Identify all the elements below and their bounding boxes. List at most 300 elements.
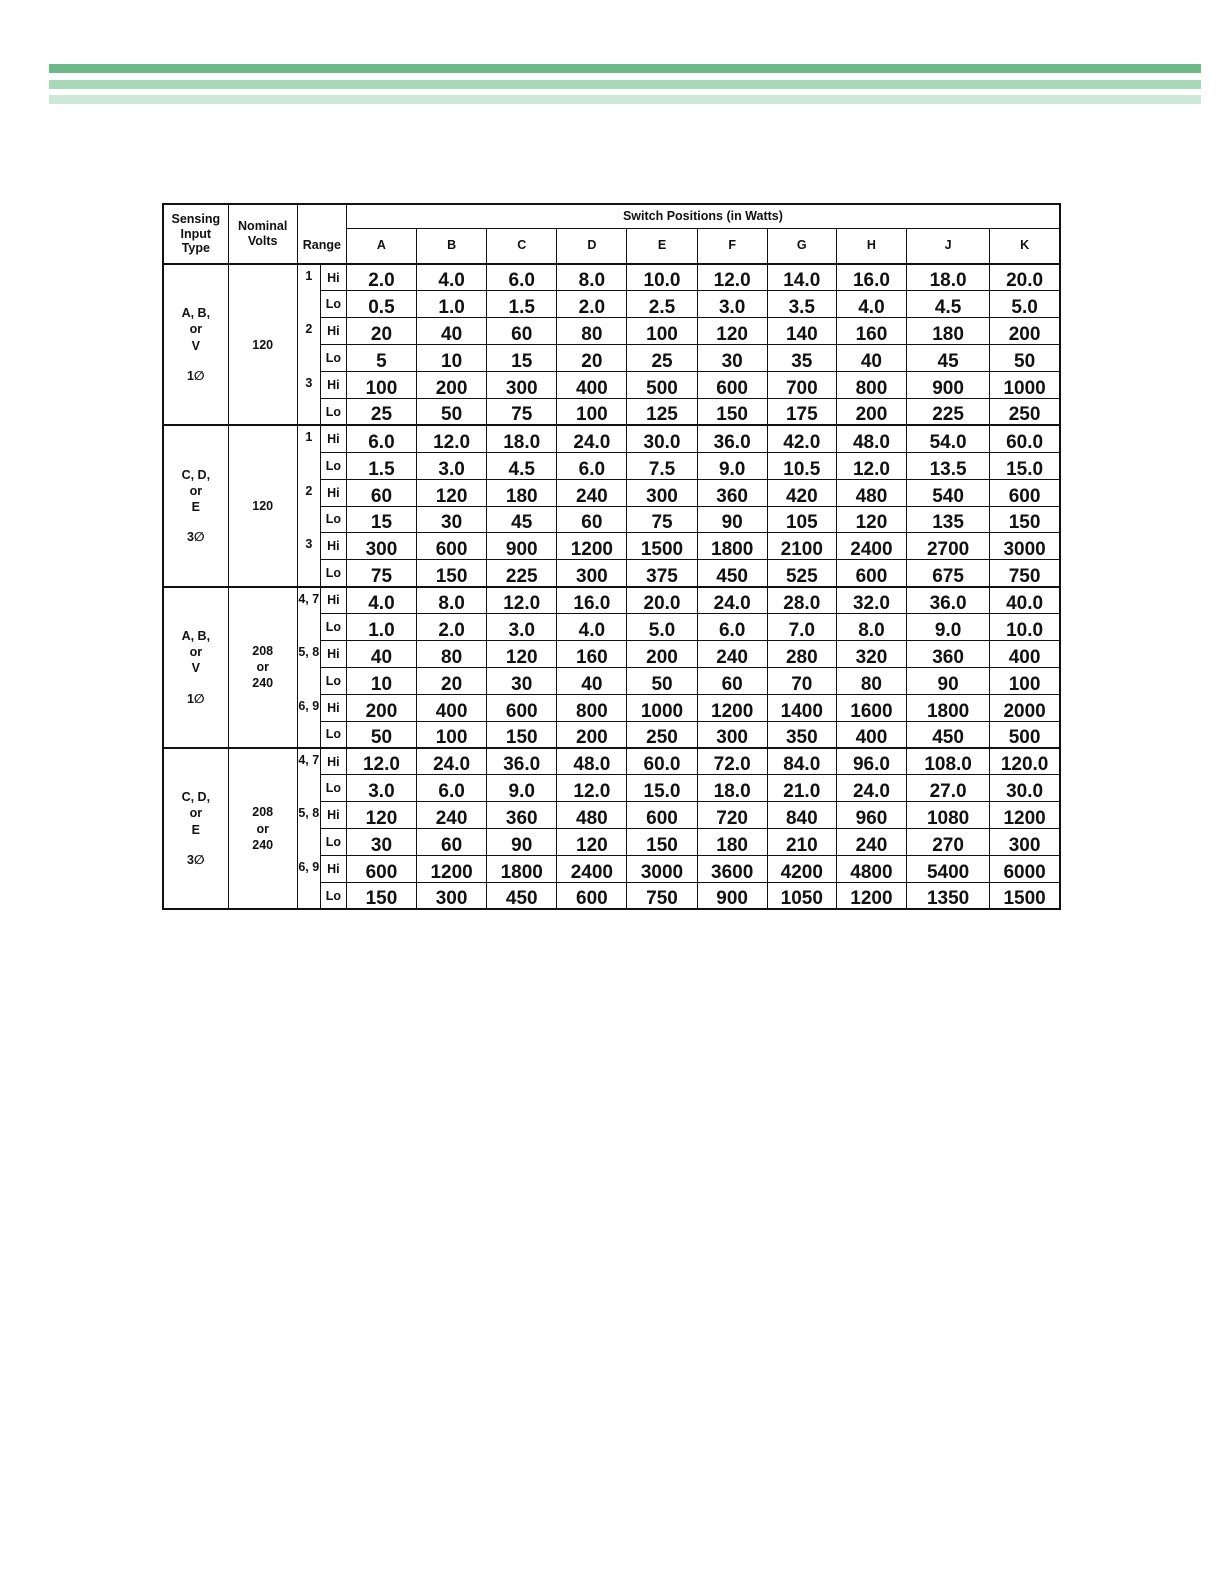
watt-value-cell: 60.0 <box>627 748 697 775</box>
watt-value-cell: 4.0 <box>836 291 906 318</box>
watt-value-cell: 20 <box>417 667 487 694</box>
watt-value-cell: 150 <box>346 882 416 909</box>
watt-value-cell: 400 <box>990 640 1060 667</box>
sensing-type-line: or <box>189 806 203 821</box>
watt-value-cell: 8.0 <box>836 614 906 641</box>
range-hi-label: Hi <box>320 372 346 399</box>
range-lo-label: Lo <box>320 721 346 748</box>
watt-value-cell: 6000 <box>990 856 1060 883</box>
watt-value-cell: 40 <box>836 345 906 372</box>
watt-value-cell: 240 <box>557 479 627 506</box>
range-lo-label: Lo <box>320 775 346 802</box>
watt-value-cell: 4.0 <box>417 264 487 291</box>
watt-value-cell: 80 <box>836 667 906 694</box>
watt-value-cell: 1500 <box>990 882 1060 909</box>
range-number-cell: 6, 9 <box>297 694 320 748</box>
watt-value-cell: 3.0 <box>417 452 487 479</box>
range-number-cell: 3 <box>297 372 320 426</box>
sensing-type-line <box>164 838 228 852</box>
watt-value-cell: 600 <box>836 560 906 587</box>
header-switch-col-k: K <box>990 228 1060 264</box>
watt-value-cell: 1800 <box>697 533 767 560</box>
range-lo-label: Lo <box>320 667 346 694</box>
watt-value-cell: 150 <box>487 721 557 748</box>
watt-value-cell: 500 <box>627 372 697 399</box>
watt-value-cell: 84.0 <box>767 748 836 775</box>
range-hi-label: Hi <box>320 640 346 667</box>
watt-value-cell: 300 <box>990 829 1060 856</box>
watt-value-cell: 200 <box>346 694 416 721</box>
watt-value-cell: 125 <box>627 398 697 425</box>
watt-value-cell: 480 <box>557 802 627 829</box>
watt-value-cell: 40 <box>557 667 627 694</box>
watt-value-cell: 12.0 <box>836 452 906 479</box>
watt-value-cell: 100 <box>417 721 487 748</box>
watt-value-cell: 120 <box>836 506 906 533</box>
header-switch-col-d: D <box>557 228 627 264</box>
sensing-input-type-cell <box>163 264 228 425</box>
watt-value-cell: 105 <box>767 506 836 533</box>
watt-value-cell: 8.0 <box>417 587 487 614</box>
watt-value-cell: 225 <box>907 398 990 425</box>
watt-value-cell: 24.0 <box>417 748 487 775</box>
header-bar-middle <box>49 80 1201 89</box>
watt-value-cell: 7.5 <box>627 452 697 479</box>
watt-value-cell: 900 <box>907 372 990 399</box>
watt-value-cell: 1000 <box>990 372 1060 399</box>
watt-value-cell: 18.0 <box>487 425 557 452</box>
watt-value-cell: 10 <box>346 667 416 694</box>
range-hi-label: Hi <box>320 318 346 345</box>
watt-value-cell: 500 <box>990 721 1060 748</box>
watt-value-cell: 300 <box>697 721 767 748</box>
watt-value-cell: 160 <box>836 318 906 345</box>
table-row <box>163 318 1060 345</box>
table-row <box>163 533 1060 560</box>
watt-value-cell: 90 <box>697 506 767 533</box>
watt-value-cell: 300 <box>346 533 416 560</box>
watt-value-cell: 9.0 <box>697 452 767 479</box>
watt-value-cell: 100 <box>557 398 627 425</box>
watt-value-cell: 400 <box>557 372 627 399</box>
watt-value-cell: 75 <box>346 560 416 587</box>
range-lo-label: Lo <box>320 345 346 372</box>
watt-value-cell: 30.0 <box>990 775 1060 802</box>
watt-value-cell: 140 <box>767 318 836 345</box>
watt-value-cell: 3000 <box>627 856 697 883</box>
watt-value-cell: 200 <box>836 398 906 425</box>
watt-value-cell: 3.5 <box>767 291 836 318</box>
watt-value-cell: 36.0 <box>487 748 557 775</box>
range-number-cell: 5, 8 <box>297 640 320 694</box>
switch-positions-table <box>162 203 1061 910</box>
watt-value-cell: 6.0 <box>346 425 416 452</box>
watt-value-cell: 20 <box>346 318 416 345</box>
range-lo-label: Lo <box>320 452 346 479</box>
range-lo-label: Lo <box>320 829 346 856</box>
watt-value-cell: 3.0 <box>487 614 557 641</box>
watt-value-cell: 15 <box>487 345 557 372</box>
sensing-type-line: 3∅ <box>186 530 205 545</box>
sensing-type-line: 3∅ <box>186 852 205 867</box>
watt-value-cell: 200 <box>557 721 627 748</box>
watt-value-cell: 375 <box>627 560 697 587</box>
watt-value-cell: 600 <box>990 479 1060 506</box>
table-row <box>163 425 1060 452</box>
range-number-cell: 1 <box>297 425 320 479</box>
watt-value-cell: 21.0 <box>767 775 836 802</box>
sensing-type-line <box>164 515 228 529</box>
nominal-volts-line: 240 <box>252 837 274 852</box>
watt-value-cell: 600 <box>487 694 557 721</box>
watt-value-cell: 30 <box>417 506 487 533</box>
watt-value-cell: 48.0 <box>836 425 906 452</box>
watt-value-cell: 2700 <box>907 533 990 560</box>
watt-value-cell: 720 <box>697 802 767 829</box>
watt-value-cell: 45 <box>907 345 990 372</box>
sensing-type-line: C, D, <box>181 790 211 805</box>
watt-value-cell: 210 <box>767 829 836 856</box>
watt-value-cell: 10 <box>417 345 487 372</box>
switch-positions-table-wrap <box>162 203 1061 910</box>
watt-value-cell: 2400 <box>557 856 627 883</box>
watt-value-cell: 2100 <box>767 533 836 560</box>
nominal-volts-line: 120 <box>252 337 274 352</box>
watt-value-cell: 14.0 <box>767 264 836 291</box>
watt-value-cell: 12.0 <box>346 748 416 775</box>
watt-value-cell: 2.0 <box>417 614 487 641</box>
watt-value-cell: 150 <box>417 560 487 587</box>
watt-value-cell: 15.0 <box>627 775 697 802</box>
watt-value-cell: 600 <box>697 372 767 399</box>
range-hi-label: Hi <box>320 425 346 452</box>
watt-value-cell: 3.0 <box>697 291 767 318</box>
watt-value-cell: 900 <box>697 882 767 909</box>
watt-value-cell: 180 <box>907 318 990 345</box>
watt-value-cell: 300 <box>627 479 697 506</box>
nominal-volts-line: 208 <box>252 643 274 658</box>
watt-value-cell: 2400 <box>836 533 906 560</box>
watt-value-cell: 50 <box>346 721 416 748</box>
watt-value-cell: 54.0 <box>907 425 990 452</box>
watt-value-cell: 60.0 <box>990 425 1060 452</box>
watt-value-cell: 150 <box>627 829 697 856</box>
sensing-type-line: 1∅ <box>186 368 205 383</box>
watt-value-cell: 360 <box>487 802 557 829</box>
sensing-type-line: A, B, <box>181 628 211 643</box>
watt-value-cell: 30 <box>697 345 767 372</box>
watt-value-cell: 7.0 <box>767 614 836 641</box>
watt-value-cell: 700 <box>767 372 836 399</box>
nominal-volts-cell <box>228 748 297 909</box>
range-lo-label: Lo <box>320 560 346 587</box>
range-lo-label: Lo <box>320 506 346 533</box>
table-row <box>163 856 1060 883</box>
watt-value-cell: 40 <box>346 640 416 667</box>
range-number-cell: 6, 9 <box>297 856 320 910</box>
watt-value-cell: 1050 <box>767 882 836 909</box>
sensing-type-line: A, B, <box>181 306 211 321</box>
watt-value-cell: 180 <box>487 479 557 506</box>
range-hi-label: Hi <box>320 479 346 506</box>
watt-value-cell: 1080 <box>907 802 990 829</box>
nominal-volts-cell <box>228 587 297 748</box>
watt-value-cell: 350 <box>767 721 836 748</box>
nominal-volts-line: 208 <box>252 805 274 820</box>
watt-value-cell: 450 <box>487 882 557 909</box>
watt-value-cell: 36.0 <box>697 425 767 452</box>
sensing-type-line: 1∅ <box>186 691 205 706</box>
watt-value-cell: 200 <box>627 640 697 667</box>
watt-value-cell: 30 <box>487 667 557 694</box>
watt-value-cell: 800 <box>836 372 906 399</box>
watt-value-cell: 150 <box>990 506 1060 533</box>
watt-value-cell: 1400 <box>767 694 836 721</box>
header-nominal-volts: Nominal Volts <box>228 204 297 264</box>
watt-value-cell: 45 <box>487 506 557 533</box>
watt-value-cell: 25 <box>627 345 697 372</box>
watt-value-cell: 80 <box>417 640 487 667</box>
watt-value-cell: 300 <box>557 560 627 587</box>
sensing-type-line: E <box>191 822 200 837</box>
watt-value-cell: 72.0 <box>697 748 767 775</box>
watt-value-cell: 12.0 <box>487 587 557 614</box>
range-number-cell: 1 <box>297 264 320 318</box>
watt-value-cell: 80 <box>557 318 627 345</box>
watt-value-cell: 6.0 <box>417 775 487 802</box>
watt-value-cell: 50 <box>627 667 697 694</box>
watt-value-cell: 360 <box>907 640 990 667</box>
watt-value-cell: 6.0 <box>487 264 557 291</box>
watt-value-cell: 15 <box>346 506 416 533</box>
range-number-cell: 3 <box>297 533 320 587</box>
watt-value-cell: 420 <box>767 479 836 506</box>
watt-value-cell: 2.0 <box>557 291 627 318</box>
watt-value-cell: 250 <box>627 721 697 748</box>
watt-value-cell: 12.0 <box>417 425 487 452</box>
watt-value-cell: 525 <box>767 560 836 587</box>
watt-value-cell: 250 <box>990 398 1060 425</box>
watt-value-cell: 60 <box>557 506 627 533</box>
nominal-volts-line: or <box>256 821 269 836</box>
header-switch-col-a: A <box>346 228 416 264</box>
range-lo-label: Lo <box>320 398 346 425</box>
watt-value-cell: 1600 <box>836 694 906 721</box>
watt-value-cell: 1.0 <box>417 291 487 318</box>
range-number-cell: 2 <box>297 479 320 533</box>
sensing-type-line: or <box>189 645 203 660</box>
watt-value-cell: 5.0 <box>990 291 1060 318</box>
watt-value-cell: 120 <box>697 318 767 345</box>
watt-value-cell: 150 <box>697 398 767 425</box>
watt-value-cell: 240 <box>697 640 767 667</box>
nominal-volts-cell <box>228 425 297 586</box>
watt-value-cell: 3.0 <box>346 775 416 802</box>
watt-value-cell: 280 <box>767 640 836 667</box>
watt-value-cell: 30 <box>346 829 416 856</box>
sensing-type-line: or <box>189 483 203 498</box>
watt-value-cell: 60 <box>417 829 487 856</box>
watt-value-cell: 120 <box>487 640 557 667</box>
watt-value-cell: 450 <box>907 721 990 748</box>
watt-value-cell: 320 <box>836 640 906 667</box>
sensing-type-line: or <box>189 322 203 337</box>
watt-value-cell: 4200 <box>767 856 836 883</box>
watt-value-cell: 24.0 <box>557 425 627 452</box>
sensing-type-line: E <box>191 500 200 515</box>
watt-value-cell: 750 <box>990 560 1060 587</box>
range-lo-label: Lo <box>320 614 346 641</box>
watt-value-cell: 1000 <box>627 694 697 721</box>
watt-value-cell: 75 <box>627 506 697 533</box>
watt-value-cell: 100 <box>627 318 697 345</box>
watt-value-cell: 800 <box>557 694 627 721</box>
watt-value-cell: 90 <box>907 667 990 694</box>
header-bar-top <box>49 64 1201 73</box>
watt-value-cell: 100 <box>990 667 1060 694</box>
watt-value-cell: 600 <box>417 533 487 560</box>
nominal-volts-line: 240 <box>252 676 274 691</box>
watt-value-cell: 1.5 <box>346 452 416 479</box>
watt-value-cell: 50 <box>417 398 487 425</box>
watt-value-cell: 42.0 <box>767 425 836 452</box>
sensing-input-type-cell <box>163 425 228 586</box>
header-switch-col-c: C <box>487 228 557 264</box>
sensing-input-type-cell <box>163 587 228 748</box>
watt-value-cell: 25 <box>346 398 416 425</box>
watt-value-cell: 900 <box>487 533 557 560</box>
watt-value-cell: 16.0 <box>557 587 627 614</box>
watt-value-cell: 1200 <box>990 802 1060 829</box>
table-row <box>163 587 1060 614</box>
watt-value-cell: 9.0 <box>907 614 990 641</box>
header-switch-col-g: G <box>767 228 836 264</box>
table-row <box>163 479 1060 506</box>
watt-value-cell: 18.0 <box>907 264 990 291</box>
watt-value-cell: 60 <box>697 667 767 694</box>
watt-value-cell: 180 <box>697 829 767 856</box>
watt-value-cell: 15.0 <box>990 452 1060 479</box>
watt-value-cell: 6.0 <box>697 614 767 641</box>
watt-value-cell: 1350 <box>907 882 990 909</box>
watt-value-cell: 0.5 <box>346 291 416 318</box>
watt-value-cell: 120 <box>417 479 487 506</box>
watt-value-cell: 160 <box>557 640 627 667</box>
range-hi-label: Hi <box>320 694 346 721</box>
watt-value-cell: 9.0 <box>487 775 557 802</box>
header-switch-col-j: J <box>907 228 990 264</box>
table-row <box>163 802 1060 829</box>
watt-value-cell: 24.0 <box>836 775 906 802</box>
watt-value-cell: 50 <box>990 345 1060 372</box>
range-hi-label: Hi <box>320 264 346 291</box>
watt-value-cell: 13.5 <box>907 452 990 479</box>
range-number-cell: 4, 7 <box>297 748 320 802</box>
watt-value-cell: 600 <box>557 882 627 909</box>
watt-value-cell: 20.0 <box>627 587 697 614</box>
watt-value-cell: 108.0 <box>907 748 990 775</box>
watt-value-cell: 1200 <box>557 533 627 560</box>
range-hi-label: Hi <box>320 802 346 829</box>
table-row <box>163 640 1060 667</box>
sensing-type-line: V <box>191 661 200 676</box>
watt-value-cell: 480 <box>836 479 906 506</box>
header-sensing-input-type: Sensing Input Type <box>163 204 228 264</box>
watt-value-cell: 20 <box>557 345 627 372</box>
watt-value-cell: 200 <box>990 318 1060 345</box>
watt-value-cell: 135 <box>907 506 990 533</box>
watt-value-cell: 540 <box>907 479 990 506</box>
watt-value-cell: 400 <box>417 694 487 721</box>
watt-value-cell: 28.0 <box>767 587 836 614</box>
watt-value-cell: 48.0 <box>557 748 627 775</box>
watt-value-cell: 3600 <box>697 856 767 883</box>
header-switch-positions: Switch Positions (in Watts) <box>346 204 1060 228</box>
watt-value-cell: 20.0 <box>990 264 1060 291</box>
watt-value-cell: 3000 <box>990 533 1060 560</box>
table-row <box>163 372 1060 399</box>
watt-value-cell: 120.0 <box>990 748 1060 775</box>
header-switch-col-h: H <box>836 228 906 264</box>
watt-value-cell: 4.5 <box>487 452 557 479</box>
sensing-type-line <box>164 677 228 691</box>
watt-value-cell: 1200 <box>697 694 767 721</box>
watt-value-cell: 4800 <box>836 856 906 883</box>
watt-value-cell: 840 <box>767 802 836 829</box>
watt-value-cell: 960 <box>836 802 906 829</box>
sensing-input-type-cell <box>163 748 228 909</box>
header-switch-col-e: E <box>627 228 697 264</box>
watt-value-cell: 1200 <box>417 856 487 883</box>
watt-value-cell: 10.0 <box>990 614 1060 641</box>
header-bar-bottom <box>49 95 1201 104</box>
watt-value-cell: 30.0 <box>627 425 697 452</box>
watt-value-cell: 1500 <box>627 533 697 560</box>
watt-value-cell: 12.0 <box>697 264 767 291</box>
watt-value-cell: 4.5 <box>907 291 990 318</box>
range-number-cell: 5, 8 <box>297 802 320 856</box>
range-hi-label: Hi <box>320 533 346 560</box>
watt-value-cell: 360 <box>697 479 767 506</box>
watt-value-cell: 10.5 <box>767 452 836 479</box>
watt-value-cell: 225 <box>487 560 557 587</box>
watt-value-cell: 2.5 <box>627 291 697 318</box>
watt-value-cell: 32.0 <box>836 587 906 614</box>
watt-value-cell: 1.0 <box>346 614 416 641</box>
watt-value-cell: 1800 <box>907 694 990 721</box>
watt-value-cell: 4.0 <box>346 587 416 614</box>
watt-value-cell: 10.0 <box>627 264 697 291</box>
watt-value-cell: 240 <box>417 802 487 829</box>
sensing-type-line: V <box>191 338 200 353</box>
watt-value-cell: 60 <box>487 318 557 345</box>
watt-value-cell: 40.0 <box>990 587 1060 614</box>
range-hi-label: Hi <box>320 587 346 614</box>
watt-value-cell: 6.0 <box>557 452 627 479</box>
watt-value-cell: 70 <box>767 667 836 694</box>
watt-value-cell: 600 <box>346 856 416 883</box>
watt-value-cell: 5.0 <box>627 614 697 641</box>
watt-value-cell: 450 <box>697 560 767 587</box>
watt-value-cell: 1.5 <box>487 291 557 318</box>
range-number-cell: 4, 7 <box>297 587 320 641</box>
header-switch-col-f: F <box>697 228 767 264</box>
watt-value-cell: 600 <box>627 802 697 829</box>
nominal-volts-cell <box>228 264 297 425</box>
watt-value-cell: 4.0 <box>557 614 627 641</box>
watt-value-cell: 400 <box>836 721 906 748</box>
watt-value-cell: 5 <box>346 345 416 372</box>
